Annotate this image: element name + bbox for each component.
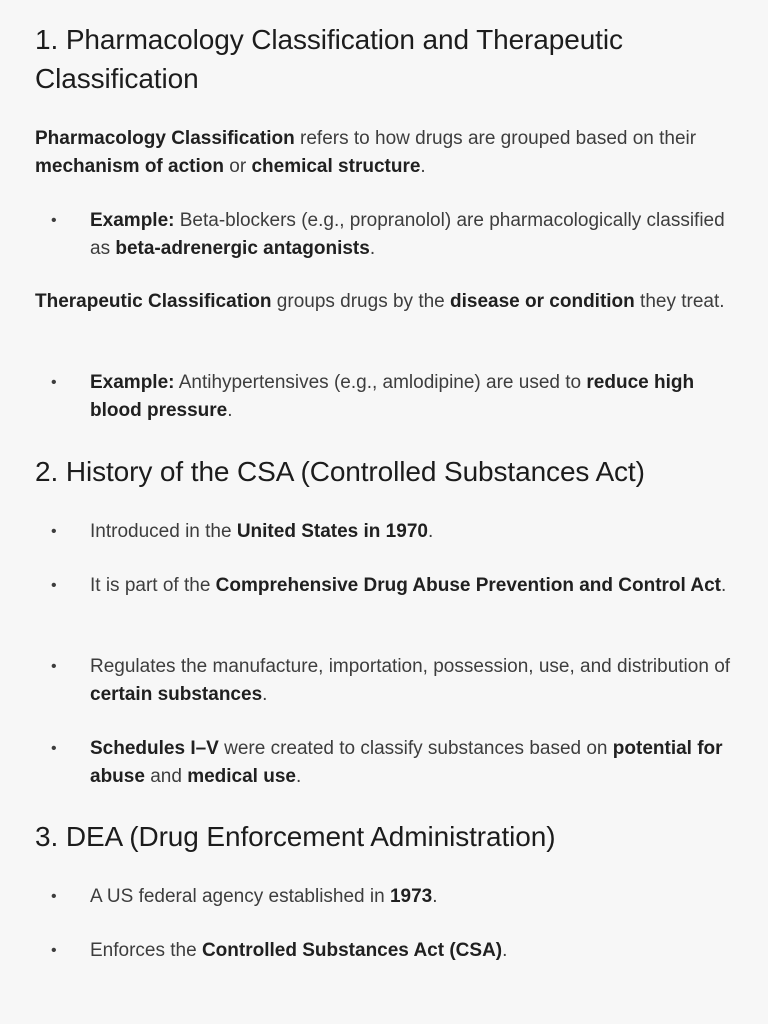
term-therapeutic-classification: Therapeutic Classification	[35, 291, 272, 312]
text-run: A US federal agency established in	[90, 886, 390, 907]
text-run: .	[420, 155, 426, 177]
term-certain-substances: certain substances	[90, 683, 263, 705]
list-item-text	[90, 735, 740, 790]
bullet-marker: •	[51, 740, 57, 757]
text-run: .	[432, 886, 438, 907]
bullet-marker: •	[51, 523, 57, 540]
text-run: Regulates the manufacture, importation, possession, use, and distribution of	[90, 656, 731, 677]
text-run: Beta-blockers (e.g., propranolol) are pharmacologically classified as	[90, 210, 725, 259]
term-medical-use: medical use	[187, 765, 296, 787]
text-run: It is part of the	[90, 575, 216, 596]
label-example: Example:	[90, 210, 175, 231]
term-potential-for-abuse: potential for abuse	[90, 738, 723, 787]
label-example: Example:	[90, 372, 175, 393]
heading-dea: 3. DEA (Drug Enforcement Administration)	[35, 821, 556, 852]
text-run: they treat.	[634, 291, 725, 312]
paragraph-therapeutic-classification	[35, 288, 735, 316]
term-beta-adrenergic-antagonists: beta-adrenergic antagonists	[115, 237, 370, 259]
heading-pharmacology-classification: 1. Pharmacology Classification and Therapeutic Classification	[35, 24, 623, 94]
bullet-marker: •	[51, 888, 57, 905]
text-run: .	[227, 399, 233, 421]
term-1973: 1973	[389, 886, 433, 907]
bullet-marker: •	[51, 374, 57, 391]
term-comprehensive-act: Comprehensive Drug Abuse Prevention and Control Act	[215, 575, 721, 596]
text-run: .	[502, 940, 508, 961]
list-item-text	[90, 572, 740, 600]
term-schedules: Schedules I–V	[90, 738, 219, 759]
list-item-text	[90, 883, 740, 911]
bullet-marker: •	[51, 212, 57, 229]
text-run: refers to how drugs are grouped based on their	[294, 128, 697, 149]
list-item-text	[90, 207, 740, 262]
text-run: .	[295, 765, 302, 787]
bullet-marker: •	[51, 942, 57, 959]
text-run: groups drugs by the	[271, 291, 451, 312]
text-run: .	[721, 575, 727, 596]
list-item-text	[90, 369, 740, 424]
text-run: .	[369, 237, 376, 259]
term-chemical-structure: chemical structure	[251, 155, 421, 177]
term-mechanism-of-action: mechanism of action	[35, 155, 224, 177]
text-run: Enforces the	[90, 940, 202, 961]
list-item-text	[90, 518, 740, 546]
term-united-states-1970: United States in 1970	[236, 521, 428, 542]
paragraph-pharmacology-classification	[35, 125, 735, 180]
term-controlled-substances-act: Controlled Substances Act (CSA)	[201, 940, 503, 961]
heading-history-of-csa: 2. History of the CSA (Controlled Substances Act)	[35, 456, 645, 487]
term-disease-or-condition: disease or condition	[450, 291, 635, 312]
text-run: or	[224, 155, 252, 177]
bullet-marker: •	[51, 658, 57, 675]
text-run: .	[427, 521, 434, 542]
text-run: and	[144, 765, 188, 787]
term-pharmacology-classification: Pharmacology Classification	[35, 128, 295, 149]
text-run: were created to classify substances based on	[218, 738, 613, 759]
bullet-marker: •	[51, 577, 57, 594]
list-item-text	[90, 937, 740, 965]
text-run: Introduced in the	[90, 521, 237, 542]
text-run: Antihypertensives (e.g., amlodipine) are used to	[174, 372, 587, 393]
list-item-text	[90, 653, 740, 708]
text-run: .	[262, 683, 268, 705]
term-reduce-high-blood-pressure: reduce high blood pressure	[90, 372, 695, 421]
